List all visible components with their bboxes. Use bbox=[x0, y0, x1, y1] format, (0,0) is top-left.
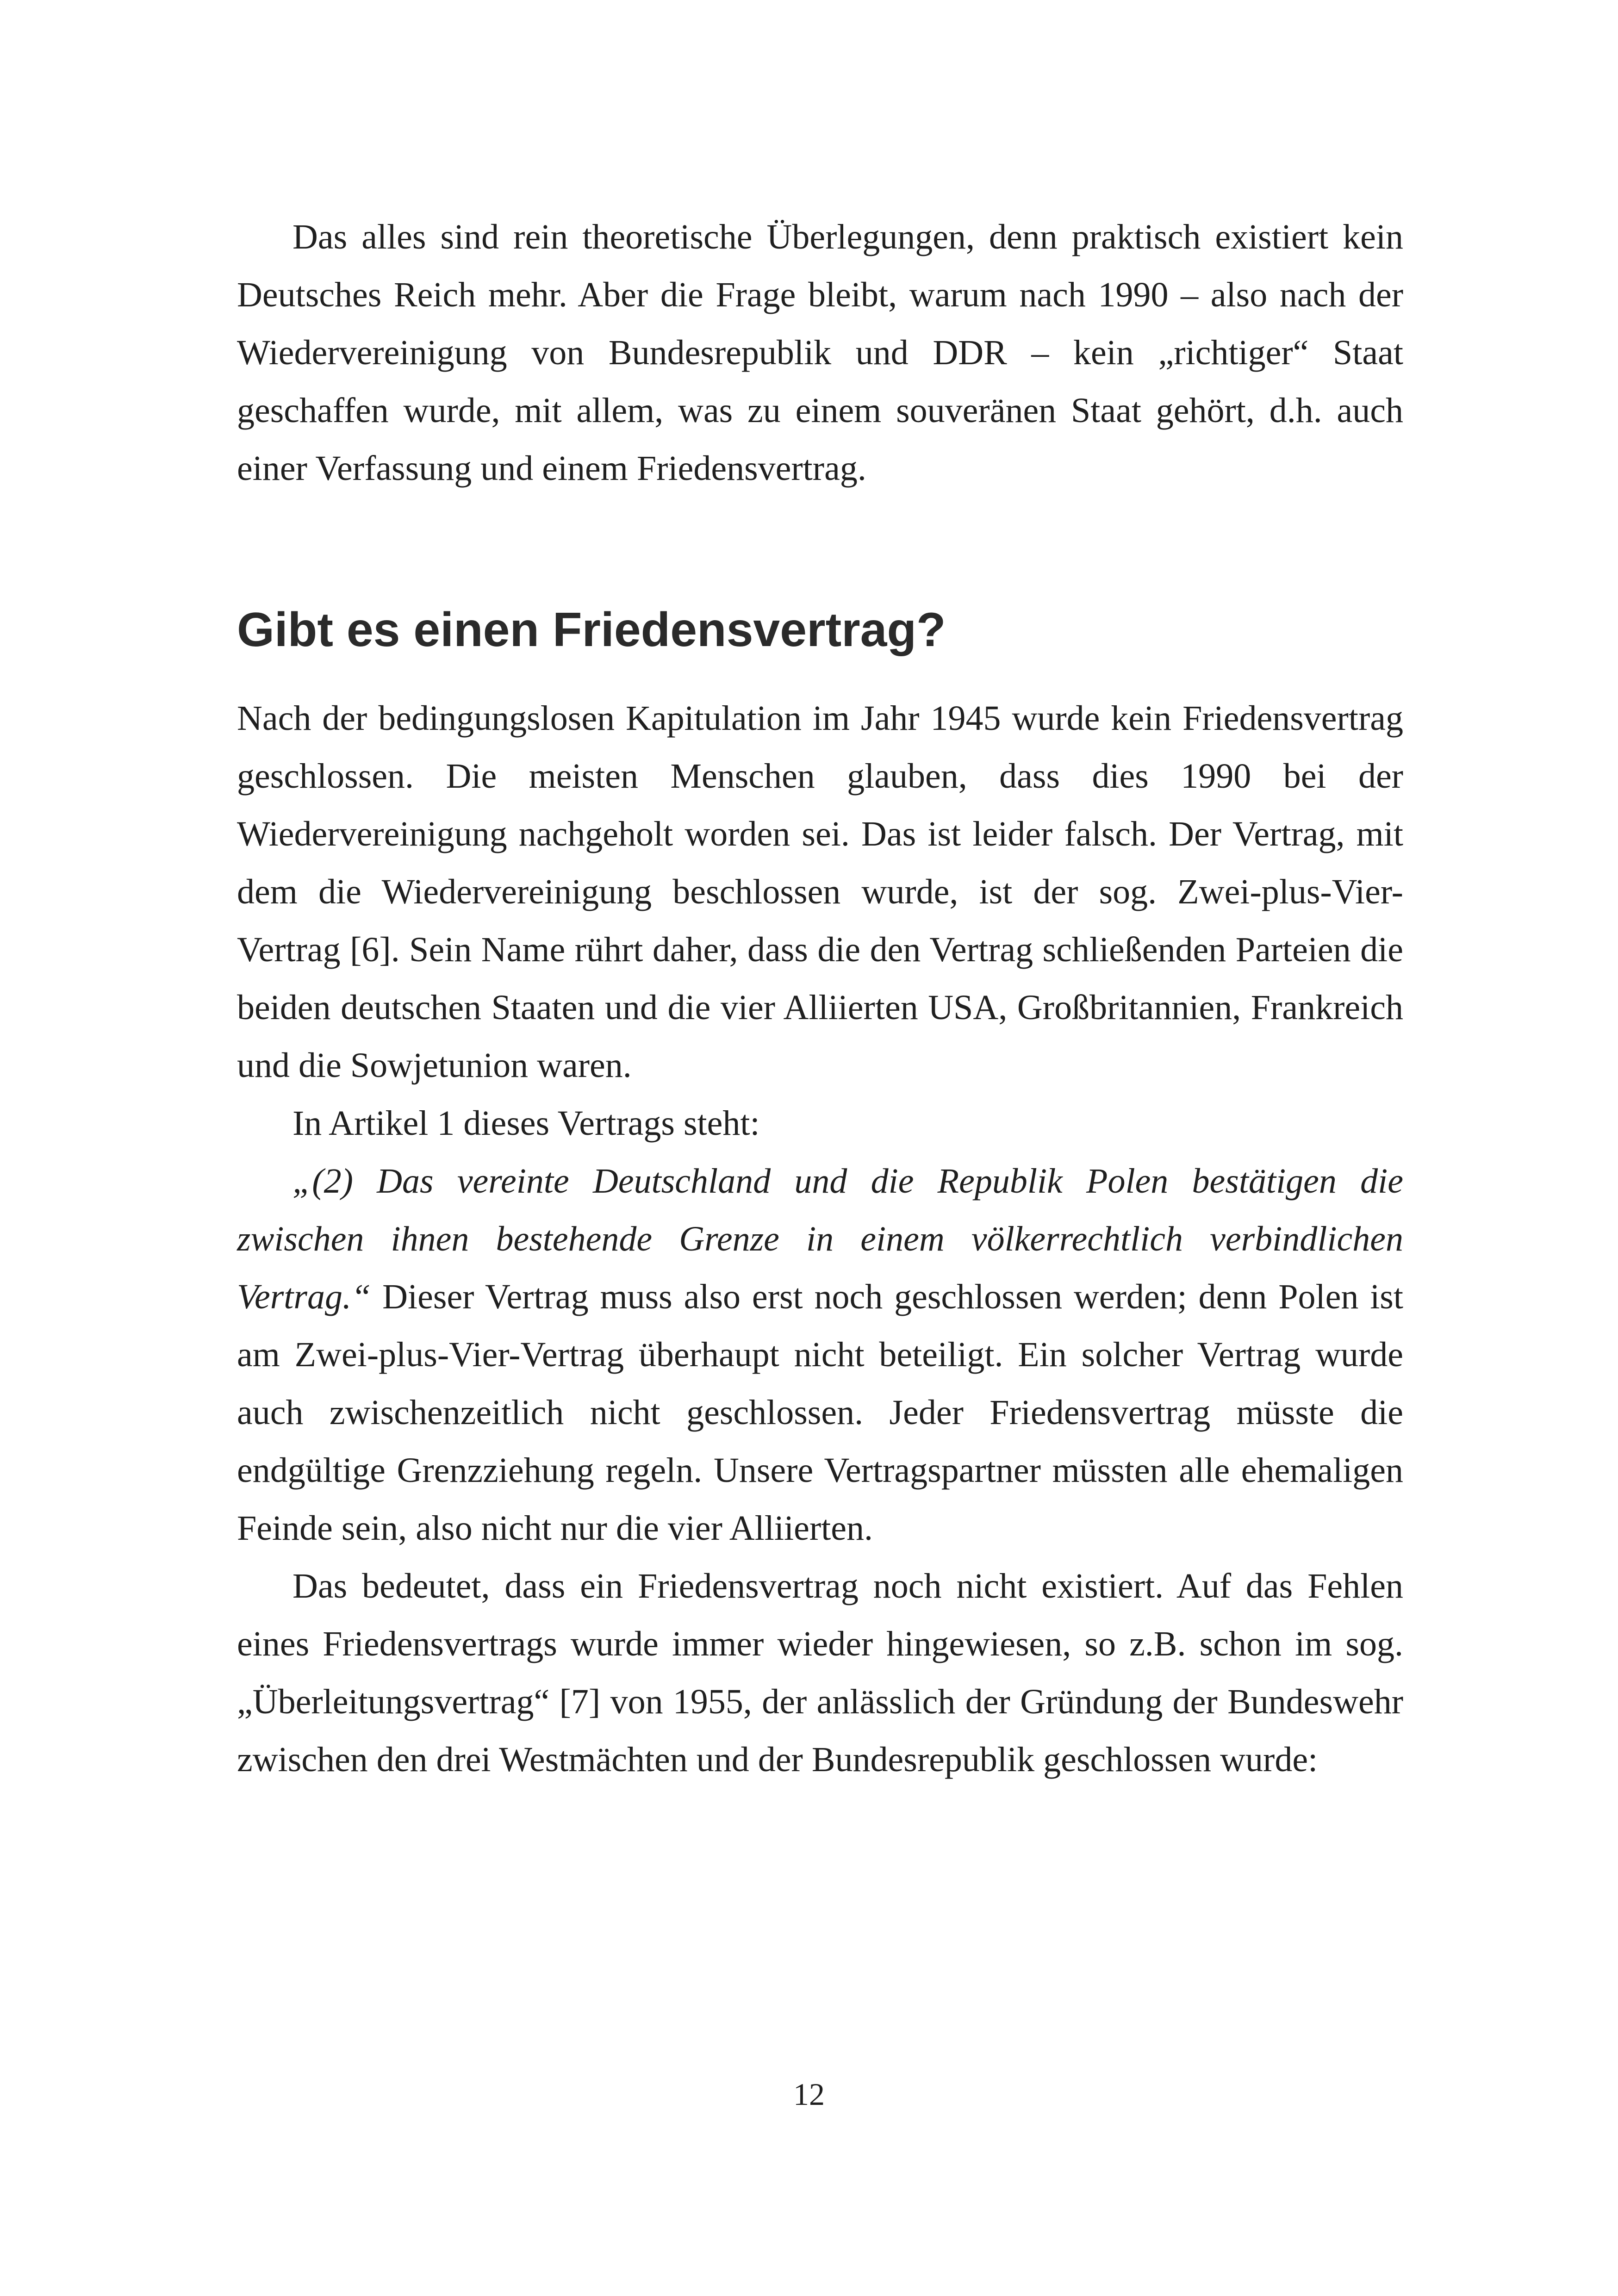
section-heading: Gibt es einen Friedensvertrag? bbox=[237, 603, 946, 657]
section-body bbox=[237, 690, 1403, 1789]
body-paragraph-2: In Artikel 1 dieses Vertrags steht: bbox=[292, 1104, 760, 1143]
quote-paragraph bbox=[237, 1152, 1403, 1557]
treaty-quote: „(2) Das vereinte Deutschland und die Republik Polen bestätigen die zwischen ihnen bestehende Grenze in einem völkerrechtlich verbindlichen Vertrag.“ bbox=[237, 1162, 1403, 1316]
body-paragraph-4: Das bedeutet, dass ein Friedensvertrag noch nicht existiert. Auf das Fehlen eines Friedensvertrags wurde immer wieder hingewiesen, so z.B. schon im sog. „Überleitungsvertrag“ [7] von 1955, der anlässlich der Gründung der Bundeswehr zwischen den drei Westmächten und der Bundesrepublik geschlossen wurde: bbox=[237, 1567, 1403, 1779]
intro-paragraph: Das alles sind rein theoretische Überlegungen, denn praktisch existiert kein Deutsches Reich mehr. Aber die Frage bleibt, warum nach 1990 – also nach der Wiedervereinigung von Bundesrepublik und DDR – kein „richtiger“ Staat geschaffen wurde, mit allem, was zu einem souveränen Staat gehört, d.h. auch einer Verfassung und einem Friedensvertrag. bbox=[237, 218, 1403, 488]
quote-continuation: Dieser Vertrag muss also erst noch geschlossen werden; denn Polen ist am Zwei-plus-Vier-Vertrag überhaupt nicht beteiligt. Ein solcher Vertrag wurde auch zwischenzeitlich nicht geschlossen. Jeder Friedensvertrag müsste die endgültige Grenzziehung regeln. Unsere Vertragspartner müssten alle ehemaligen Feinde sein, also nicht nur die vier Alliierten. bbox=[237, 1277, 1403, 1548]
intro-block bbox=[237, 208, 1403, 498]
body-paragraph-1: Nach der bedingungslosen Kapitulation im Jahr 1945 wurde kein Friedensvertrag geschlossen. Die meisten Menschen glauben, dass dies 1990 bei der Wiedervereinigung nachgeholt worden sei. Das ist leider falsch. Der Vertrag, mit dem die Wiedervereinigung beschlossen wurde, ist der sog. Zwei-plus-Vier-Vertrag [6]. Sein Name rührt daher, dass die den Vertrag schließenden Parteien die beiden deutschen Staaten und die vier Alliierten USA, Großbritannien, Frankreich und die Sowjetunion waren. bbox=[237, 699, 1403, 1085]
page-number: 12 bbox=[793, 2077, 825, 2112]
